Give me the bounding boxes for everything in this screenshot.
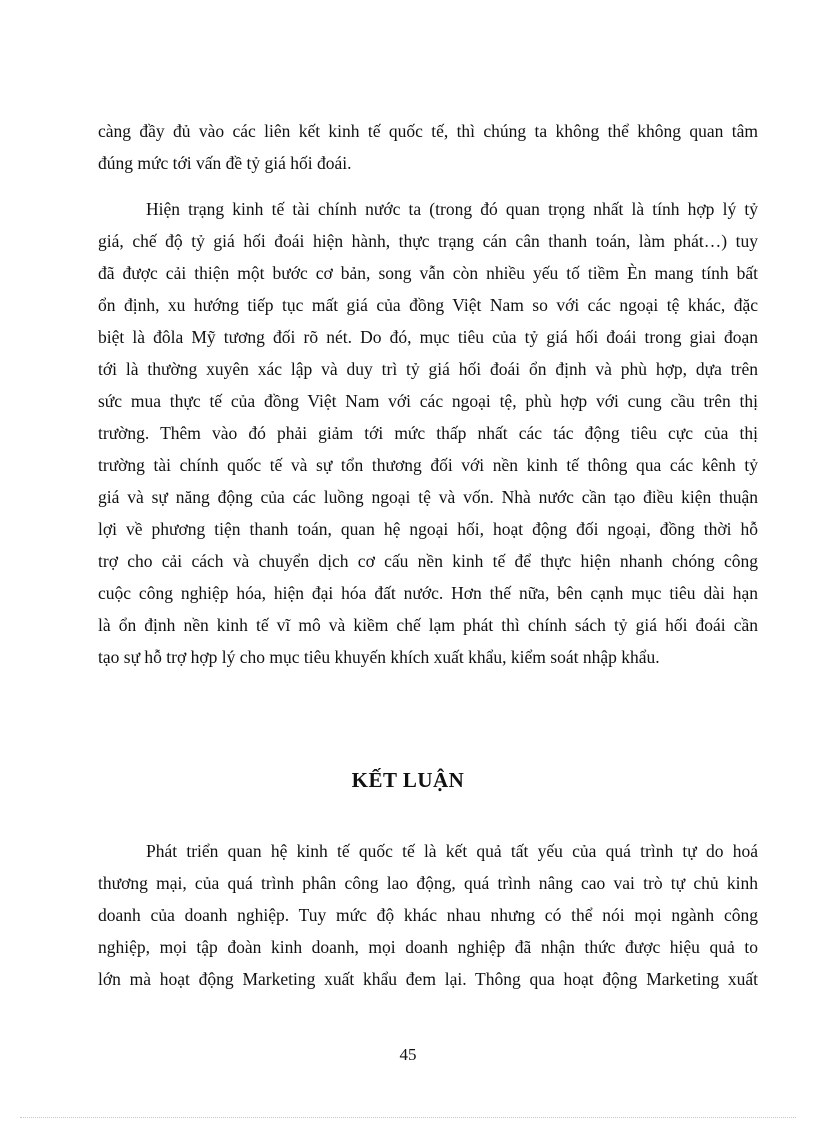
text-line: giá và sự năng động của các luồng ngoại tệ và vốn. Nhà nước cần tạo điều kiện thuận [98, 487, 758, 507]
text-line: sức mua thực tế của đồng Việt Nam với các ngoại tệ, phù hợp với cung cầu trên thị [98, 391, 758, 411]
section-heading: KẾT LUẬN [351, 768, 465, 792]
text-line: biệt là đôla Mỹ tương đối rõ nét. Do đó, mục tiêu của tỷ giá hối đoái trong giai đoạn [98, 327, 758, 347]
page-bottom-edge [20, 1117, 796, 1118]
text-line: tới là thường xuyên xác lập và duy trì tỷ giá hối đoái ổn định và phù hợp, dựa trên [98, 359, 758, 379]
text-line: giá, chế độ tỷ giá hối đoái hiện hành, thực trạng cán cân thanh toán, làm phát…) tuy [98, 231, 758, 251]
text-line: trường. Thêm vào đó phải giảm tới mức thấp nhất các tác động tiêu cực của thị [98, 423, 758, 443]
text-line: ổn định, xu hướng tiếp tục mất giá của đồng Việt Nam so với các ngoại tệ khác, đặc [98, 295, 758, 315]
text-line: càng đầy đủ vào các liên kết kinh tế quốc tế, thì chúng ta không thể không quan tâm [98, 121, 758, 141]
text-line: nghiệp, mọi tập đoàn kinh doanh, mọi doanh nghiệp đã nhận thức được hiệu quả to [98, 937, 758, 957]
text-line: là ổn định nền kinh tế vĩ mô và kiềm chế lạm phát thì chính sách tỷ giá hối đoái cần [98, 615, 758, 635]
text-line: trợ cho cải cách và chuyển dịch cơ cấu nền kinh tế để thực hiện nhanh chóng công [98, 551, 758, 571]
text-line: Hiện trạng kinh tế tài chính nước ta (trong đó quan trọng nhất là tính hợp lý tỷ [146, 199, 758, 219]
text-line: trường tài chính quốc tế và sự tổn thương đối với nền kinh tế thông qua các kênh tỷ [98, 455, 758, 475]
text-line: tạo sự hỗ trợ hợp lý cho mục tiêu khuyến khích xuất khẩu, kiểm soát nhập khẩu. [98, 647, 660, 667]
text-line: đúng mức tới vấn đề tỷ giá hối đoái. [98, 153, 352, 173]
text-line: lớn mà hoạt động Marketing xuất khẩu đem lại. Thông qua hoạt động Marketing xuất [98, 969, 758, 989]
text-line: thương mại, của quá trình phân công lao động, quá trình nâng cao vai trò tự chủ kinh [98, 873, 758, 893]
text-line: Phát triển quan hệ kinh tế quốc tế là kết quả tất yếu của quá trình tự do hoá [146, 841, 758, 861]
text-line: doanh của doanh nghiệp. Tuy mức độ khác nhau nhưng có thể nói mọi ngành công [98, 905, 758, 925]
text-line: lợi về phương tiện thanh toán, quan hệ ngoại hối, hoạt động đối ngoại, đồng thời hỗ [98, 519, 758, 539]
text-line: cuộc công nghiệp hóa, hiện đại hóa đất nước. Hơn thế nữa, bên cạnh mục tiêu dài hạn [98, 583, 758, 603]
page-number: 45 [399, 1045, 417, 1064]
text-line: đã được cải thiện một bước cơ bản, song vẫn còn nhiều yếu tố tiềm Èn mang tính bất [98, 263, 758, 283]
